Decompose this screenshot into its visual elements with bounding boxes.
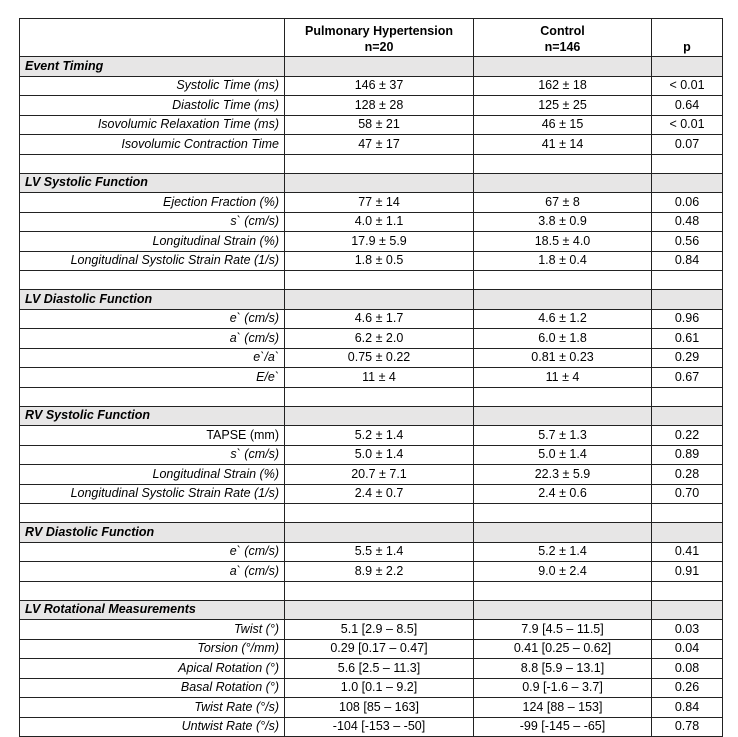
row-label: Basal Rotation (°): [20, 678, 285, 698]
row-label: Isovolumic Contraction Time: [20, 135, 285, 155]
row-label: E/e`: [20, 368, 285, 388]
control-value: -99 [-145 – -65]: [474, 717, 652, 737]
ph-value: 20.7 ± 7.1: [285, 465, 474, 485]
table-row: [20, 309, 723, 329]
row-label: Ejection Fraction (%): [20, 193, 285, 213]
ph-value: 5.5 ± 1.4: [285, 542, 474, 562]
control-value: 4.6 ± 1.2: [474, 309, 652, 329]
ph-value: 77 ± 14: [285, 193, 474, 213]
table-body: [20, 19, 723, 737]
spacer-cell: [20, 271, 285, 290]
control-value: 2.4 ± 0.6: [474, 484, 652, 504]
row-label: Apical Rotation (°): [20, 659, 285, 679]
header-ph-title: Pulmonary Hypertension: [305, 24, 453, 38]
spacer-cell: [474, 504, 652, 523]
section-filler-cell: [474, 173, 652, 193]
row-label: s` (cm/s): [20, 445, 285, 465]
section-filler-cell: [474, 523, 652, 543]
ph-value: 8.9 ± 2.2: [285, 562, 474, 582]
section-filler-cell: [285, 406, 474, 426]
spacer-cell: [285, 387, 474, 406]
table-row: [20, 193, 723, 213]
table-row: [20, 620, 723, 640]
ph-value: 1.0 [0.1 – 9.2]: [285, 678, 474, 698]
table-row: [20, 96, 723, 116]
p-value: 0.56: [652, 232, 723, 252]
control-value: 8.8 [5.9 – 13.1]: [474, 659, 652, 679]
p-value: 0.08: [652, 659, 723, 679]
spacer-cell: [285, 581, 474, 600]
row-label: Diastolic Time (ms): [20, 96, 285, 116]
header-ph-n: n=20: [364, 40, 394, 54]
p-value: 0.91: [652, 562, 723, 582]
ph-value: 6.2 ± 2.0: [285, 329, 474, 349]
table-row: [20, 251, 723, 271]
p-value: 0.06: [652, 193, 723, 213]
control-value: 162 ± 18: [474, 76, 652, 96]
control-value: 9.0 ± 2.4: [474, 562, 652, 582]
ph-value: 17.9 ± 5.9: [285, 232, 474, 252]
control-value: 124 [88 – 153]: [474, 698, 652, 718]
section-header-rv-diastolic-function: [20, 523, 723, 543]
table-row: [20, 717, 723, 737]
header-row: [20, 19, 723, 57]
row-label: a` (cm/s): [20, 329, 285, 349]
row-label: e` (cm/s): [20, 309, 285, 329]
section-filler-cell: [652, 523, 723, 543]
row-label: Isovolumic Relaxation Time (ms): [20, 115, 285, 135]
control-value: 0.81 ± 0.23: [474, 348, 652, 368]
spacer-cell: [652, 581, 723, 600]
row-label: Longitudinal Strain (%): [20, 232, 285, 252]
ph-value: 47 ± 17: [285, 135, 474, 155]
control-value: 22.3 ± 5.9: [474, 465, 652, 485]
control-value: 0.9 [-1.6 – 3.7]: [474, 678, 652, 698]
header-control-cell: [474, 19, 652, 57]
control-value: 67 ± 8: [474, 193, 652, 213]
row-label: Longitudinal Strain (%): [20, 465, 285, 485]
p-value: 0.26: [652, 678, 723, 698]
p-value: 0.67: [652, 368, 723, 388]
header-empty-cell: [20, 19, 285, 57]
spacer-cell: [652, 387, 723, 406]
spacer-cell: [285, 271, 474, 290]
table-row: [20, 659, 723, 679]
row-label: Untwist Rate (°/s): [20, 717, 285, 737]
ph-value: 11 ± 4: [285, 368, 474, 388]
section-filler-cell: [285, 57, 474, 77]
section-filler-cell: [652, 290, 723, 310]
p-value: 0.64: [652, 96, 723, 116]
header-control-title: Control: [540, 24, 585, 38]
spacer-cell: [285, 154, 474, 173]
p-value: < 0.01: [652, 115, 723, 135]
spacer-cell: [20, 581, 285, 600]
spacer-cell: [474, 154, 652, 173]
section-filler-cell: [652, 406, 723, 426]
ph-value: 2.4 ± 0.7: [285, 484, 474, 504]
section-filler-cell: [285, 290, 474, 310]
p-value: 0.07: [652, 135, 723, 155]
control-value: 5.7 ± 1.3: [474, 426, 652, 446]
ph-value: 58 ± 21: [285, 115, 474, 135]
ph-value: 4.0 ± 1.1: [285, 212, 474, 232]
ph-value: 1.8 ± 0.5: [285, 251, 474, 271]
ph-value: 5.6 [2.5 – 11.3]: [285, 659, 474, 679]
control-value: 18.5 ± 4.0: [474, 232, 652, 252]
spacer-cell: [20, 154, 285, 173]
p-value: 0.61: [652, 329, 723, 349]
spacer-cell: [652, 504, 723, 523]
header-p-cell: p: [652, 19, 723, 57]
row-label: e`/a`: [20, 348, 285, 368]
section-filler-cell: [652, 57, 723, 77]
ph-value: 5.2 ± 1.4: [285, 426, 474, 446]
section-header-event-timing: [20, 57, 723, 77]
control-value: 6.0 ± 1.8: [474, 329, 652, 349]
table-row: [20, 76, 723, 96]
p-value: 0.70: [652, 484, 723, 504]
ph-value: 146 ± 37: [285, 76, 474, 96]
spacer-row: [20, 154, 723, 173]
p-value: 0.96: [652, 309, 723, 329]
table-row: [20, 542, 723, 562]
table-row: [20, 698, 723, 718]
spacer-row: [20, 271, 723, 290]
ph-value: 0.29 [0.17 – 0.47]: [285, 639, 474, 659]
section-header-lv-systolic-function: [20, 173, 723, 193]
p-value: 0.22: [652, 426, 723, 446]
section-filler-cell: [285, 600, 474, 620]
p-value: 0.29: [652, 348, 723, 368]
spacer-cell: [652, 271, 723, 290]
header-ph-cell: [285, 19, 474, 57]
spacer-row: [20, 387, 723, 406]
row-label: e` (cm/s): [20, 542, 285, 562]
section-filler-cell: [285, 523, 474, 543]
spacer-row: [20, 504, 723, 523]
section-title: LV Systolic Function: [20, 173, 285, 193]
p-value: 0.48: [652, 212, 723, 232]
control-value: 46 ± 15: [474, 115, 652, 135]
table-row: [20, 115, 723, 135]
p-value: < 0.01: [652, 76, 723, 96]
spacer-cell: [20, 387, 285, 406]
header-control-n: n=146: [544, 40, 581, 54]
ph-value: 0.75 ± 0.22: [285, 348, 474, 368]
spacer-cell: [285, 504, 474, 523]
section-title: Event Timing: [20, 57, 285, 77]
row-label: s` (cm/s): [20, 212, 285, 232]
control-value: 41 ± 14: [474, 135, 652, 155]
ph-value: 4.6 ± 1.7: [285, 309, 474, 329]
section-filler-cell: [652, 173, 723, 193]
row-label: TAPSE (mm): [20, 426, 285, 446]
p-value: 0.28: [652, 465, 723, 485]
row-label: Twist Rate (°/s): [20, 698, 285, 718]
control-value: 1.8 ± 0.4: [474, 251, 652, 271]
ph-value: -104 [-153 – -50]: [285, 717, 474, 737]
section-title: LV Diastolic Function: [20, 290, 285, 310]
spacer-cell: [652, 154, 723, 173]
section-title: LV Rotational Measurements: [20, 600, 285, 620]
control-value: 3.8 ± 0.9: [474, 212, 652, 232]
table-row: [20, 212, 723, 232]
section-header-lv-diastolic-function: [20, 290, 723, 310]
comparison-table: [19, 18, 723, 737]
table-row: [20, 639, 723, 659]
p-value: 0.89: [652, 445, 723, 465]
control-value: 11 ± 4: [474, 368, 652, 388]
p-value: 0.04: [652, 639, 723, 659]
control-value: 5.2 ± 1.4: [474, 542, 652, 562]
p-value: 0.03: [652, 620, 723, 640]
table-row: [20, 562, 723, 582]
section-filler-cell: [474, 600, 652, 620]
control-value: 0.41 [0.25 – 0.62]: [474, 639, 652, 659]
spacer-cell: [20, 504, 285, 523]
table-row: [20, 484, 723, 504]
section-filler-cell: [652, 600, 723, 620]
section-title: RV Diastolic Function: [20, 523, 285, 543]
spacer-cell: [474, 387, 652, 406]
control-value: 7.9 [4.5 – 11.5]: [474, 620, 652, 640]
control-value: 5.0 ± 1.4: [474, 445, 652, 465]
row-label: Torsion (°/mm): [20, 639, 285, 659]
p-value: 0.84: [652, 698, 723, 718]
section-filler-cell: [474, 290, 652, 310]
spacer-cell: [474, 581, 652, 600]
section-title: RV Systolic Function: [20, 406, 285, 426]
p-value: 0.78: [652, 717, 723, 737]
table-row: [20, 368, 723, 388]
table-row: [20, 445, 723, 465]
section-filler-cell: [285, 173, 474, 193]
p-value: 0.41: [652, 542, 723, 562]
spacer-cell: [474, 271, 652, 290]
table-row: [20, 135, 723, 155]
control-value: 125 ± 25: [474, 96, 652, 116]
section-header-rv-systolic-function: [20, 406, 723, 426]
table-row: [20, 232, 723, 252]
ph-value: 5.0 ± 1.4: [285, 445, 474, 465]
row-label: Systolic Time (ms): [20, 76, 285, 96]
spacer-row: [20, 581, 723, 600]
table-row: [20, 465, 723, 485]
table-row: [20, 678, 723, 698]
row-label: Twist (°): [20, 620, 285, 640]
p-value: 0.84: [652, 251, 723, 271]
row-label: a` (cm/s): [20, 562, 285, 582]
table-row: [20, 329, 723, 349]
table-row: [20, 426, 723, 446]
row-label: Longitudinal Systolic Strain Rate (1/s): [20, 251, 285, 271]
section-filler-cell: [474, 406, 652, 426]
ph-value: 128 ± 28: [285, 96, 474, 116]
section-header-lv-rotational-measurements: [20, 600, 723, 620]
table-row: [20, 348, 723, 368]
ph-value: 5.1 [2.9 – 8.5]: [285, 620, 474, 640]
ph-value: 108 [85 – 163]: [285, 698, 474, 718]
row-label: Longitudinal Systolic Strain Rate (1/s): [20, 484, 285, 504]
section-filler-cell: [474, 57, 652, 77]
